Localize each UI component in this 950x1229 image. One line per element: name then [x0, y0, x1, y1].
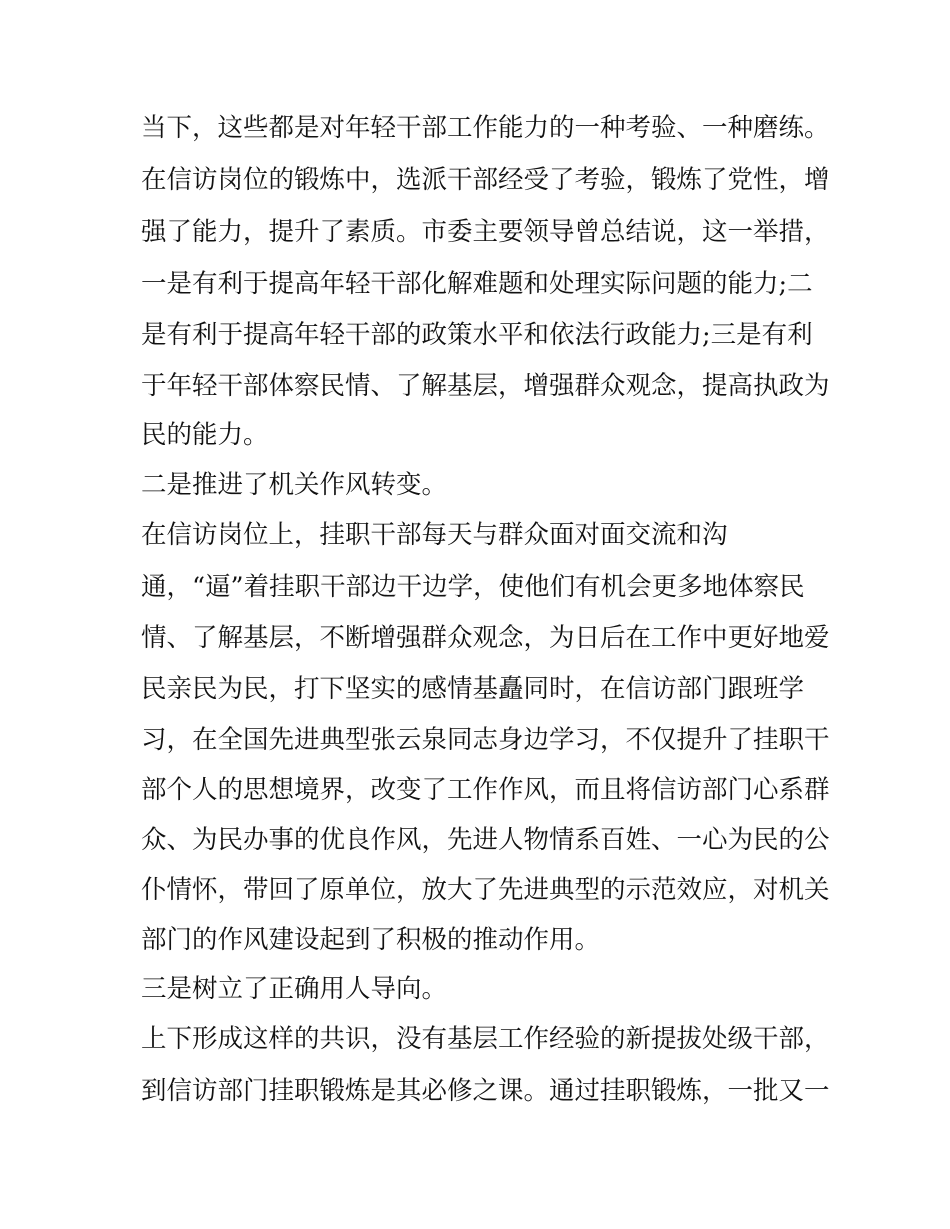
- section-heading: 二是推进了机关作风转变。: [141, 470, 448, 500]
- text-line: 部个人的思想境界，改变了工作作风，而且将信访部门心系群: [141, 775, 830, 805]
- text-line: 众、为民办事的优良作风，先进人物情系百姓、一心为民的公: [141, 825, 830, 855]
- text-line: 情、了解基层，不断增强群众观念，为日后在工作中更好地爱: [141, 623, 830, 653]
- text-line: 习，在全国先进典型张云泉同志身边学习，不仅提升了挂职干: [141, 725, 830, 755]
- text-line: 于年轻干部体察民情、了解基层，增强群众观念，提高执政为: [141, 371, 830, 401]
- text-line: 强了能力，提升了素质。市委主要领导曾总结说，这一举措，: [141, 217, 830, 247]
- section-heading: 三是树立了正确用人导向。: [141, 974, 448, 1004]
- text-line: 民亲民为民，打下坚实的感情基矗同时，在信访部门跟班学: [141, 674, 805, 704]
- text-line: 上下形成这样的共识，没有基层工作经验的新提拔处级干部，: [141, 1024, 830, 1054]
- text-line: 到信访部门挂职锻炼是其必修之课。通过挂职锻炼，一批又一: [141, 1076, 830, 1106]
- text-line: 民的能力。: [141, 420, 269, 450]
- text-line: 在信访岗位的锻炼中，选派干部经受了考验，锻炼了党性，增: [141, 165, 830, 195]
- text-line: 在信访岗位上，挂职干部每天与群众面对面交流和沟: [141, 520, 728, 550]
- text-line: 是有利于提高年轻干部的政策水平和依法行政能力;三是有利: [141, 320, 813, 350]
- text-line: 当下，这些都是对年轻干部工作能力的一种考验、一种磨练。: [141, 113, 830, 143]
- text-line: 部门的作风建设起到了积极的推动作用。: [141, 925, 601, 955]
- text-line: 通，“逼”着挂职干部边干边学，使他们有机会更多地体察民: [141, 572, 805, 602]
- text-line: 仆情怀，带回了原单位，放大了先进典型的示范效应，对机关: [141, 875, 830, 905]
- text-line: 一是有利于提高年轻干部化解难题和处理实际问题的能力;二: [141, 269, 813, 299]
